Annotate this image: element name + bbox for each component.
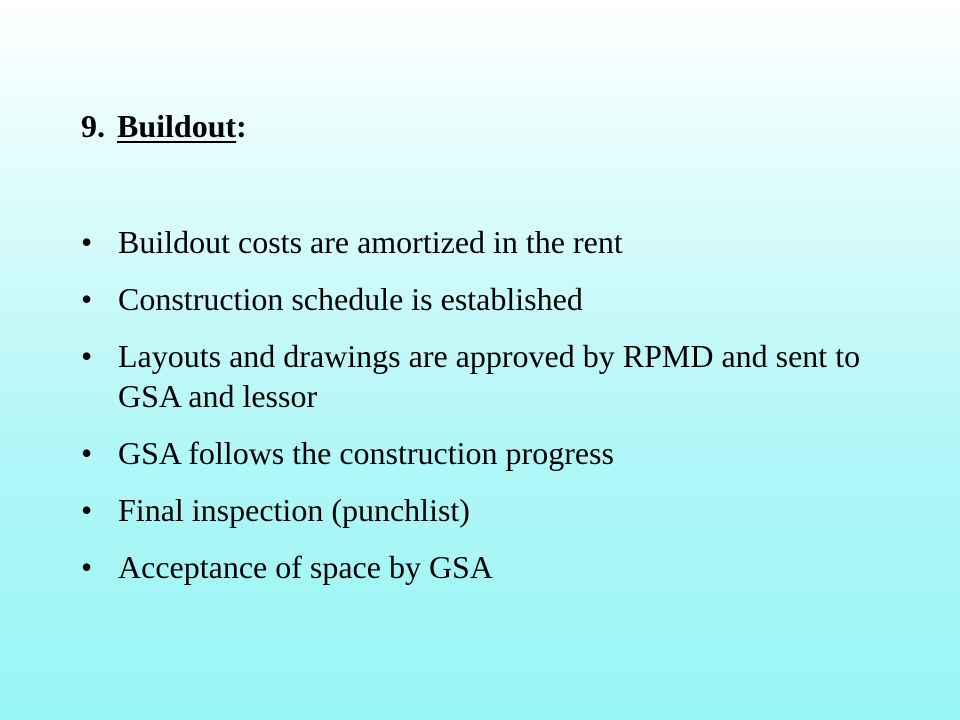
bullet-dot-icon: • [81,492,93,528]
bullet-item [81,547,901,587]
bullet-list [81,222,901,604]
bullet-dot-icon: • [81,549,93,585]
bullet-dot-icon: • [81,338,93,374]
bullet-item [81,336,901,416]
bullet-text: Buildout costs are amortized in the rent [118,224,623,260]
bullet-dot-icon: • [81,224,93,260]
bullet-item [81,222,901,262]
heading-number: 9. [81,108,105,144]
bullet-text: Final inspection (punchlist) [118,492,470,528]
bullet-item [81,433,901,473]
bullet-item [81,279,901,319]
bullet-dot-icon: • [81,281,93,317]
heading-title: Buildout [117,108,237,144]
bullet-text: Acceptance of space by GSA [118,549,493,585]
bullet-item [81,490,901,530]
bullet-text: GSA follows the construction progress [118,435,614,471]
bullet-dot-icon: • [81,435,93,471]
heading-colon: : [236,108,247,144]
slide-heading [81,104,247,148]
bullet-text: Layouts and drawings are approved by RPMD and sent to GSA and lessor [118,338,861,414]
bullet-text: Construction schedule is established [118,281,583,317]
